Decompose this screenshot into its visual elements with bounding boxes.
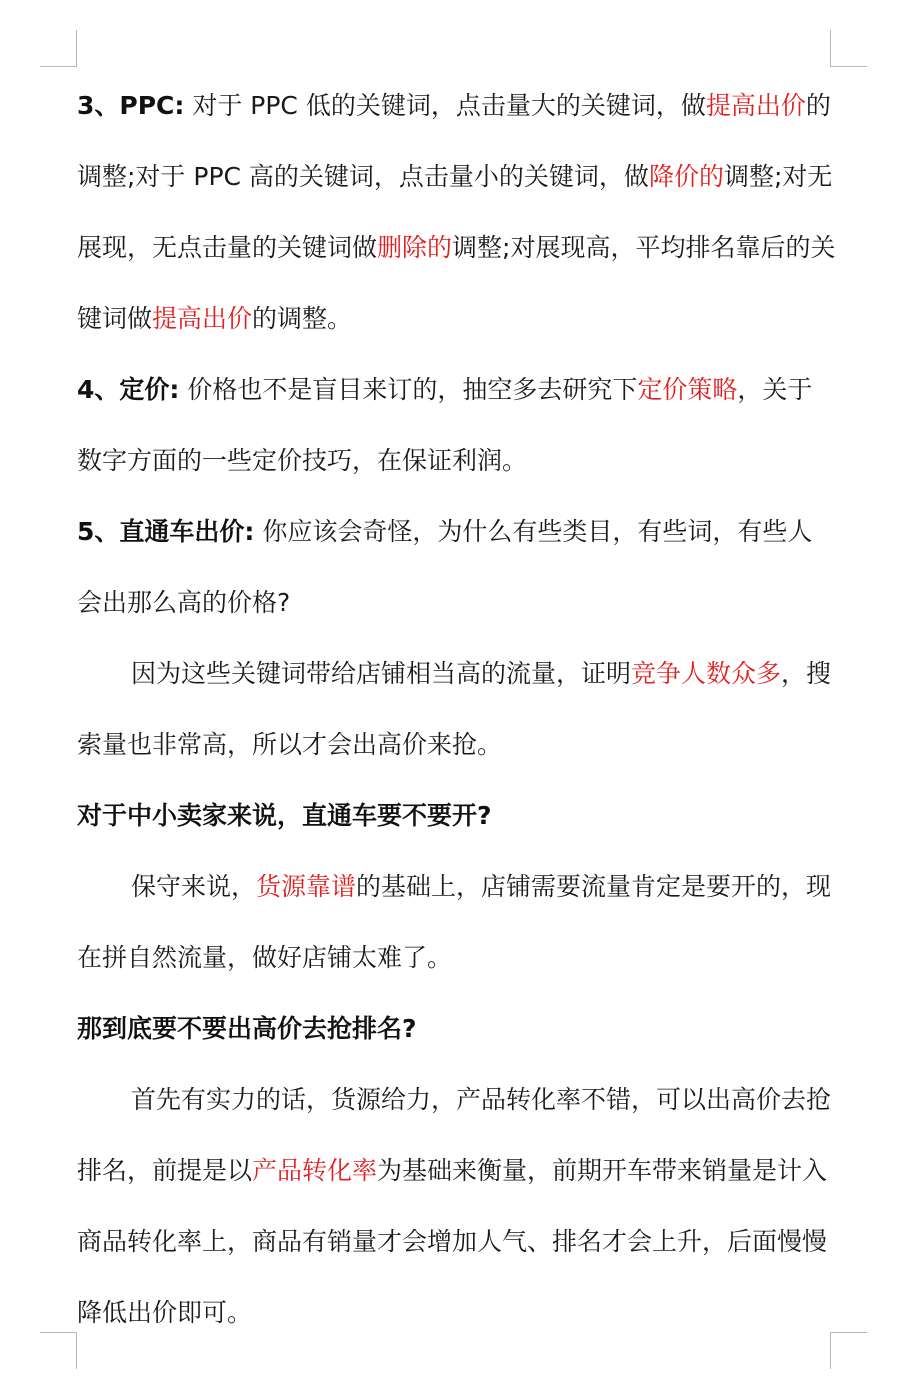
paragraph-ppc	[77, 70, 837, 354]
text-run: ，搜索量也非常高，所以才会出高价来抢。	[77, 659, 832, 759]
text-run: 的调整;对于 PPC 高的关键词，点击量小的关键词，做	[77, 91, 831, 191]
paragraph-pricing	[77, 354, 837, 496]
section-label: 4、定价:	[77, 375, 180, 404]
text-run: 你应该会奇怪，为什么有些类目，有些词，有些人会出那么高的价格?	[77, 517, 813, 617]
text-run: 调整;对无展现，无点击量的关键词做	[77, 162, 833, 262]
question-heading-high-bid: 那到底要不要出高价去抢排名?	[77, 1014, 417, 1043]
text-run: 的调整。	[252, 304, 353, 333]
page-corner-mark-bottom-left	[40, 1332, 77, 1369]
paragraph-strength	[77, 1064, 837, 1348]
text-run: 首先有实力的话，货源给力，产品转化率不错，可以出高价去抢排名，前提是以	[77, 1085, 832, 1185]
highlight-text: 提高出价	[705, 91, 806, 120]
paragraph-bid	[77, 496, 837, 638]
question-heading-small-sellers: 对于中小卖家来说，直通车要不要开?	[77, 801, 492, 830]
highlight-text: 删除的	[377, 233, 453, 262]
highlight-text: 提高出价	[152, 304, 253, 333]
highlight-text: 货源靠谱	[256, 872, 357, 901]
highlight-text: 竞争人数众多	[631, 659, 782, 688]
highlight-text: 产品转化率	[252, 1156, 378, 1185]
text-run: 因为这些关键词带给店铺相当高的流量，证明	[131, 659, 632, 688]
highlight-text: 定价策略	[637, 375, 738, 404]
section-label: 5、直通车出价:	[77, 517, 255, 546]
highlight-text: 降价的	[648, 162, 724, 191]
text-run: 为基础来衡量，前期开车带来销量是计入商品转化率上，商品有销量才会增加人气、排名才会上升，后面慢慢降低出价即可。	[77, 1156, 828, 1327]
text-run: 的基础上，店铺需要流量肯定是要开的，现在拼自然流量，做好店铺太难了。	[77, 872, 832, 972]
text-run: 保守来说，	[131, 872, 257, 901]
paragraph-conservative	[77, 851, 837, 993]
page-corner-mark-top-right	[830, 30, 867, 67]
text-run: ，关于数字方面的一些定价技巧，在保证利润。	[77, 375, 813, 475]
text-run: 对于 PPC 低的关键词，点击量大的关键词，做	[184, 91, 706, 120]
page-corner-mark-top-left	[40, 30, 77, 67]
text-run: 调整;对展现高，平均排名靠后的关键词做	[77, 233, 836, 333]
text-run: 价格也不是盲目来订的，抽空多去研究下	[179, 375, 638, 404]
document-body	[77, 70, 837, 1348]
paragraph-reason	[77, 638, 837, 780]
section-label: 3、PPC:	[77, 91, 185, 120]
